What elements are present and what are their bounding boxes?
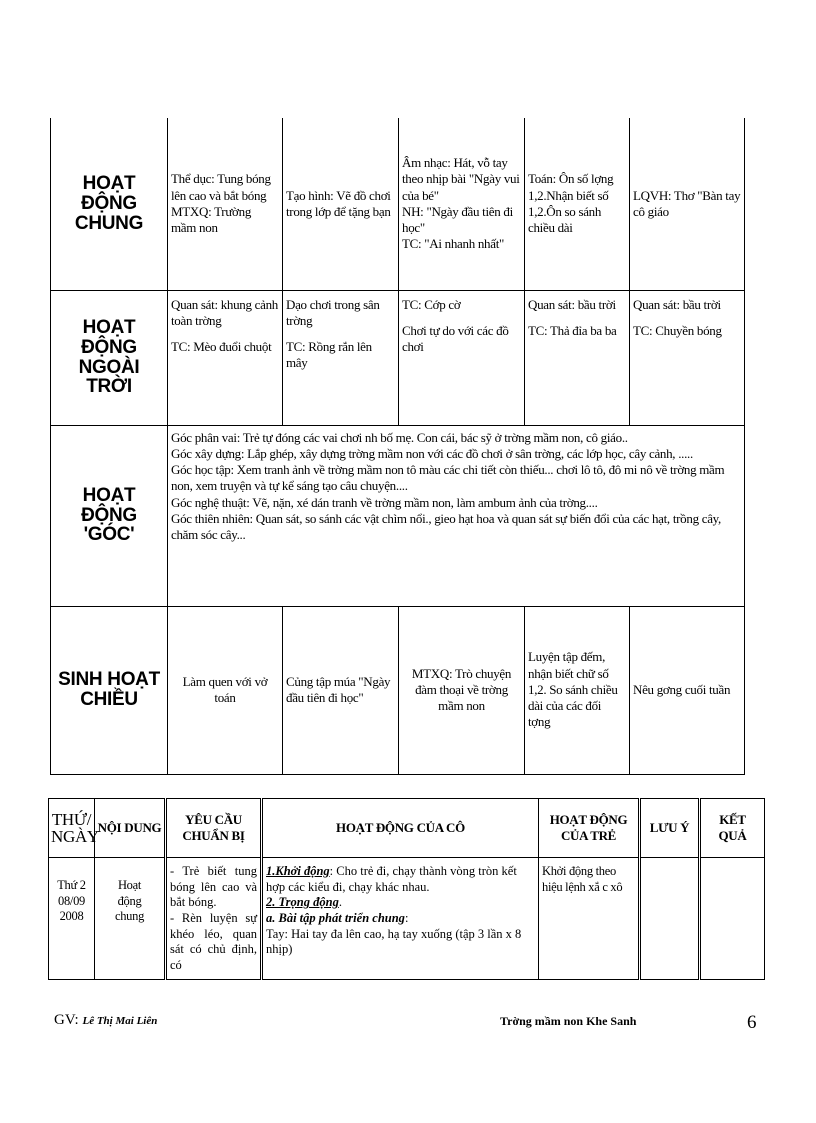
weekly-cell: Nêu gơng cuối tuần — [630, 606, 745, 774]
corner-line: Góc học tập: Xem tranh ảnh về trờng mầm non tô màu các chi tiết còn thiếu... chơi lô tô, đô mi nô về trờng mầm non, xem truyện và tự kể sáng tạo câu chuyện.... — [171, 462, 725, 494]
day-cell: Thứ 2 08/09 2008 — [49, 858, 95, 980]
daily-row — [49, 858, 765, 980]
teacher-activity-cell — [262, 858, 539, 980]
weekly-cell: Củng tập múa "Ngày đầu tiên đi học" — [283, 606, 399, 774]
note-cell — [640, 858, 700, 980]
weekly-cell: Dạo chơi trong sân trờng TC: Rồng rắn lên mây — [283, 290, 399, 425]
row-heading: HOẠT ĐỘNG NGOÀI TRỜI — [51, 290, 168, 425]
teacher-label: GV: — [54, 1012, 83, 1028]
header-teacher-activity: HOẠT ĐỘNG CỦA CÔ — [262, 799, 539, 858]
corner-line: Góc phân vai: Trẻ tự đóng các vai chơi nh bố mẹ. Con cái, bác sỹ ở trờng mầm non, cô giáo.. — [171, 429, 628, 445]
content-cell: Hoạt động chung — [95, 858, 166, 980]
row-heading: HOẠT ĐỘNG 'GÓC' — [51, 425, 168, 606]
weekly-cell: Âm nhạc: Hát, vỗ tay theo nhịp bài "Ngày vui của bé" NH: "Ngày đầu tiên đi học" TC: "Ai nhanh nhất" — [399, 118, 525, 290]
footer-teacher — [54, 1012, 157, 1029]
weekly-cell: TC: Cớp cờ Chơi tự do với các đồ chơi — [399, 290, 525, 425]
header-requirements: YÊU CẦU CHUẨN BỊ — [166, 799, 262, 858]
weekly-cell: Quan sát: bầu trời TC: Chuyền bóng — [630, 290, 745, 425]
row-sinh-hoat-chieu — [51, 606, 745, 774]
exercise-line: Tay: Hai tay đa lên cao, hạ tay xuống (tập 3 lần x 8 nhịp) — [266, 926, 522, 957]
page-number: 6 — [747, 1012, 757, 1033]
corner-line: Góc xây dựng: Lắp ghép, xây dựng trờng mầm non với các đồ chơi ở sân trờng, các lớp học, cây cảnh, ..... — [171, 445, 693, 461]
weekly-cell: Quan sát: khung cảnh toàn trờng TC: Mèo đuổi chuột — [168, 290, 283, 425]
footer-school-name: Trờng mầm non Khe Sanh — [500, 1014, 637, 1028]
row-heading: SINH HOẠT CHIỀU — [51, 606, 168, 774]
teacher-signature: Lê Thị Mai Liên — [82, 1015, 158, 1027]
weekly-cell: Toán: Ôn số lợng 1,2.Nhận biết số 1,2.Ôn so sánh chiều dài — [525, 118, 630, 290]
row-hoat-dong-chung — [51, 118, 745, 290]
corner-activities-cell — [168, 425, 745, 606]
header-result: KẾT QUẢ — [700, 799, 765, 858]
header-day: THỨ/ NGÀY — [49, 799, 95, 858]
header-note: LƯU Ý — [640, 799, 700, 858]
daily-header-row — [49, 799, 765, 858]
daily-plan-table — [48, 798, 765, 980]
weekly-plan-table — [50, 118, 745, 775]
result-cell — [700, 858, 765, 980]
weekly-cell: MTXQ: Trò chuyện đàm thoại về trờng mầm non — [399, 606, 525, 774]
header-content: NỘI DUNG — [95, 799, 166, 858]
row-hoat-dong-ngoai-troi — [51, 290, 745, 425]
step-2a: a. Bài tập phát triển chung: — [266, 910, 409, 925]
step-1: 1.Khởi động: Cho trẻ đi, chạy thành vòng tròn kết hợp các kiểu đi, chạy khác nhau. — [266, 864, 517, 894]
weekly-cell: Luyện tập đếm, nhận biết chữ số 1,2. So sánh chiều dài của các đối tợng — [525, 606, 630, 774]
weekly-cell: Quan sát: bầu trời TC: Thả đỉa ba ba — [525, 290, 630, 425]
weekly-cell: Tạo hình: Vẽ đồ chơi trong lớp để tặng bạn — [283, 118, 399, 290]
weekly-cell: LQVH: Thơ "Bàn tay cô giáo — [630, 118, 745, 290]
header-children-activity: HOẠT ĐỘNG CỦA TRẺ — [539, 799, 640, 858]
children-activity-cell: Khởi động theo hiệu lệnh xắ c xô — [539, 858, 640, 980]
weekly-cell: Làm quen với vở toán — [168, 606, 283, 774]
corner-line: Góc nghệ thuật: Vẽ, nặn, xé dán tranh về trờng mầm non, làm ambum ảnh của trờng.... — [171, 494, 598, 510]
row-heading: HOẠT ĐỘNG CHUNG — [51, 118, 168, 290]
corner-line: Góc thiên nhiên: Quan sát, so sánh các vật chìm nổi., gieo hạt hoa và quan sát sự biến đổi của các hạt, trồng cây, chăm sóc cây... — [171, 510, 721, 542]
requirements-cell: - Trẻ biết tung bóng lên cao và bắt bóng. - Rèn luyện sự khéo léo, quan sát có chủ định, có — [166, 858, 262, 980]
weekly-cell: Thể dục: Tung bóng lên cao và bắt bóng MTXQ: Trường mầm non — [168, 118, 283, 290]
row-hoat-dong-goc — [51, 425, 745, 606]
step-2: 2. Trọng động. — [266, 895, 342, 910]
